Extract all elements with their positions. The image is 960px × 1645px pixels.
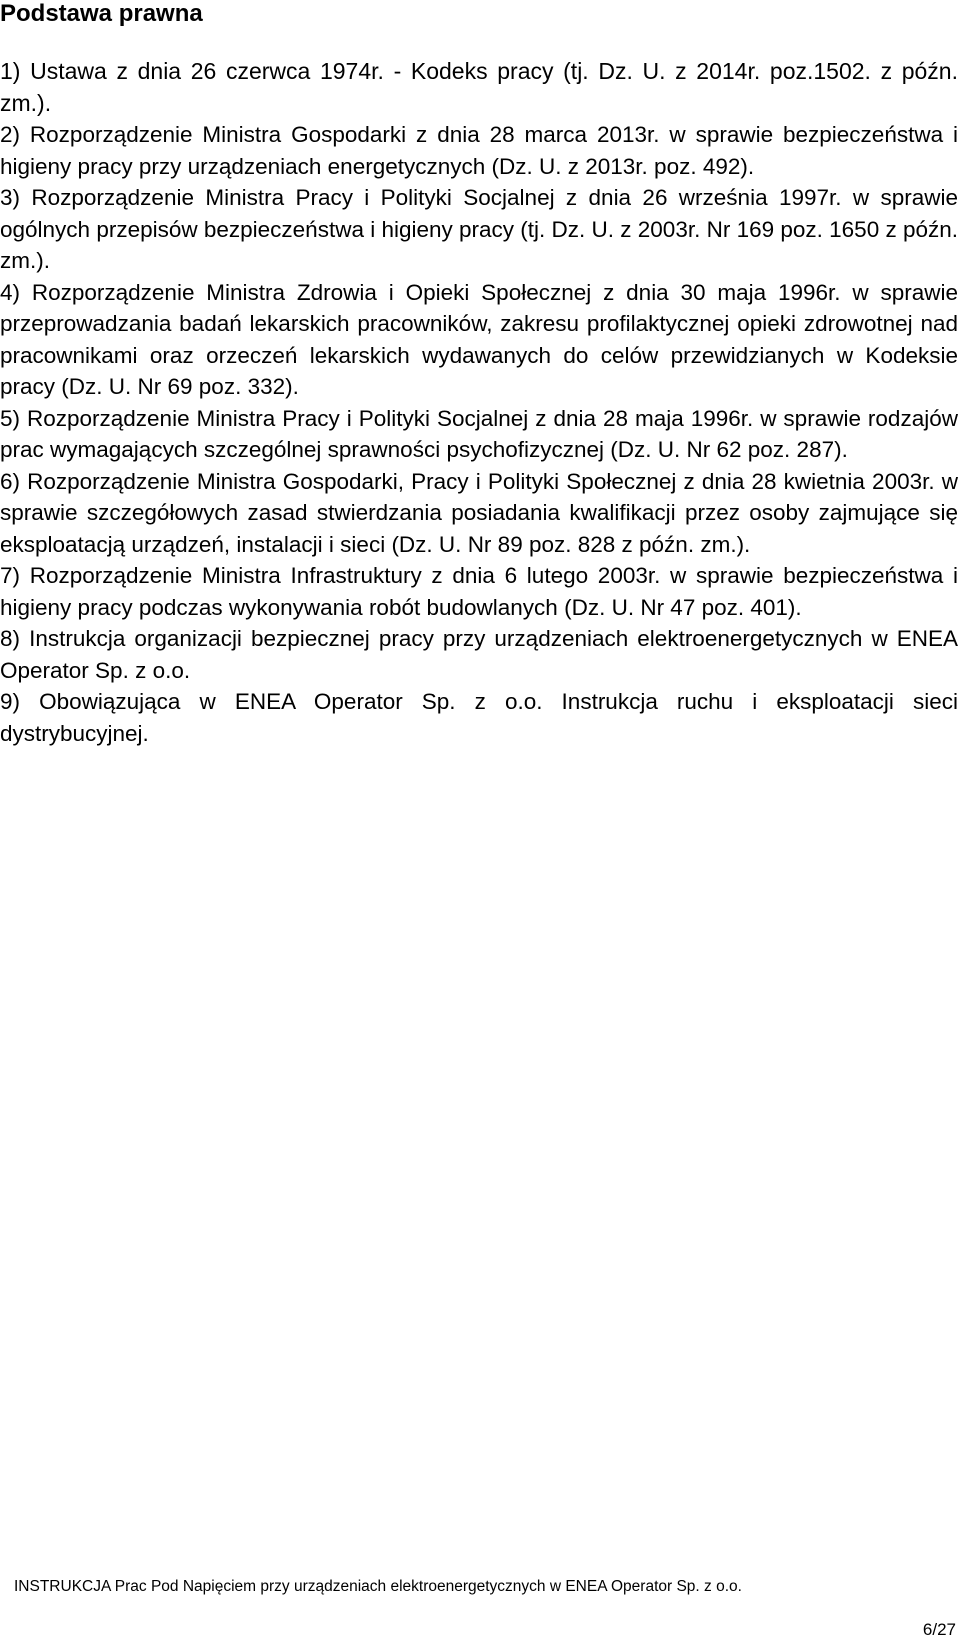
list-item <box>0 623 958 686</box>
item-number: 9) <box>0 689 21 714</box>
item-text: Rozporządzenie Ministra Pracy i Polityki Socjalnej z dnia 28 maja 1996r. w sprawie rodzajów prac wymagających szczególnej sprawności psychofizycznej (Dz. U. Nr 62 poz. 287). <box>0 405 958 462</box>
item-text: Rozporządzenie Ministra Pracy i Polityki Socjalnej z dnia 26 września 1997r. w sprawie ogólnych przepisów bezpieczeństwa i higieny pracy (tj. Dz. U. z 2003r. Nr 169 poz. 1650 z późn. zm.). <box>0 185 958 273</box>
list-item <box>0 686 958 749</box>
item-number: 8) <box>0 626 21 651</box>
item-text: Obowiązująca w ENEA Operator Sp. z o.o. Instrukcja ruchu i eksploatacji sieci dystrybucyjnej. <box>0 689 958 746</box>
item-number: 4) <box>0 279 21 305</box>
item-text: Rozporządzenie Ministra Gospodarki, Pracy i Polityki Społecznej z dnia 28 kwietnia 2003r. w sprawie szczegółowych zasad stwierdzania posiadania kwalifikacji przez osoby zajmujące się eksploatacją urządzeń, instalacji i sieci (Dz. U. Nr 89 poz. 828 z późn. zm.). <box>0 468 958 557</box>
list-item <box>0 277 958 403</box>
item-number: 3) <box>0 185 21 210</box>
item-number: 5) <box>0 405 21 431</box>
legal-basis-list <box>0 56 958 749</box>
section-heading: Podstawa prawna <box>0 0 203 27</box>
list-item <box>0 560 958 623</box>
list-item <box>0 182 958 277</box>
item-number: 7) <box>0 563 21 588</box>
item-number: 2) <box>0 122 21 147</box>
item-number: 6) <box>0 468 21 494</box>
list-item <box>0 119 958 182</box>
list-item <box>0 466 958 561</box>
item-number: 1) <box>0 58 21 84</box>
item-text: Instrukcja organizacji bezpiecznej pracy przy urządzeniach elektroenergetycznych w ENEA Operator Sp. z o.o. <box>0 626 958 683</box>
page-number: 6/27 <box>922 1620 956 1639</box>
list-item <box>0 403 958 466</box>
page-footer: INSTRUKCJA Prac Pod Napięciem przy urządzeniach elektroenergetycznych w ENEA Operator Sp. z o.o. <box>14 1578 742 1595</box>
list-item <box>0 56 958 119</box>
item-text: Rozporządzenie Ministra Infrastruktury z dnia 6 lutego 2003r. w sprawie bezpieczeństwa i higieny pracy podczas wykonywania robót budowlanych (Dz. U. Nr 47 poz. 401). <box>0 563 958 620</box>
item-text: Ustawa z dnia 26 czerwca 1974r. - Kodeks pracy (tj. Dz. U. z 2014r. poz.1502. z późn. zm.). <box>0 58 958 116</box>
item-text: Rozporządzenie Ministra Gospodarki z dnia 28 marca 2013r. w sprawie bezpieczeństwa i higieny pracy przy urządzeniach energetycznych (Dz. U. z 2013r. poz. 492). <box>0 122 958 179</box>
item-text: Rozporządzenie Ministra Zdrowia i Opieki Społecznej z dnia 30 maja 1996r. w sprawie przeprowadzania badań lekarskich pracowników, zakresu profilaktycznej opieki zdrowotnej nad pracownikami oraz orzeczeń lekarskich wydawanych do celów przewidzianych w Kodeksie pracy (Dz. U. Nr 69 poz. 332). <box>0 279 958 399</box>
